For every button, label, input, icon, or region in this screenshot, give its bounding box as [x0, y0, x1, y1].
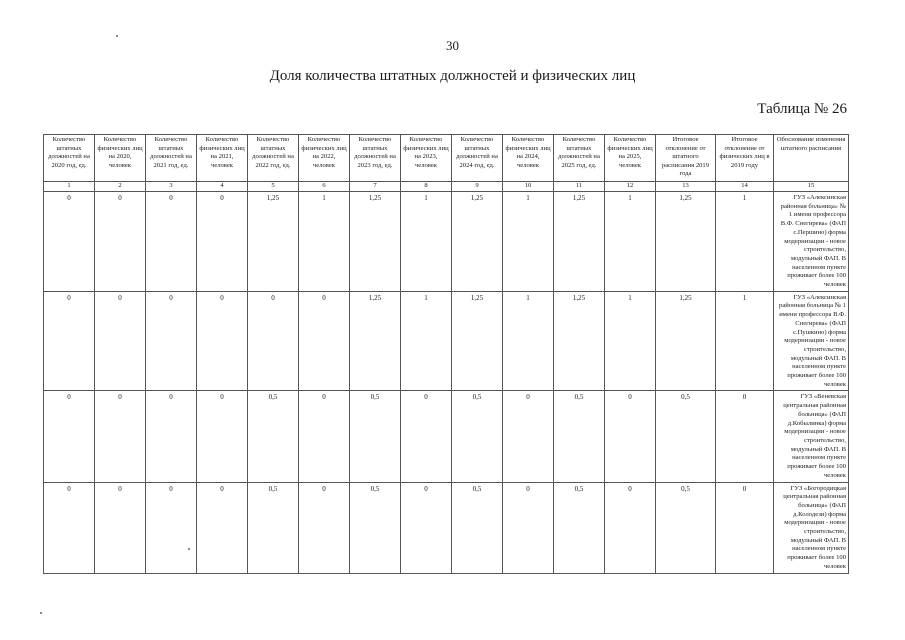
table-cell: 0	[146, 192, 197, 292]
table-cell: 0	[44, 391, 95, 482]
column-header: Количество физических лиц на 2022, человек	[299, 135, 350, 182]
table-cell: 0	[401, 391, 452, 482]
table-cell: 0	[299, 291, 350, 391]
table-cell: 0,5	[248, 391, 299, 482]
column-header: Количество штатных должностей на 2020 год, ед.	[44, 135, 95, 182]
table-cell: 1,25	[656, 192, 716, 292]
column-number: 14	[716, 182, 774, 192]
table-cell: 1,25	[452, 192, 503, 292]
table-cell: 1	[605, 291, 656, 391]
scan-speck	[188, 548, 190, 550]
column-header: Количество физических лиц на 2021, человек	[197, 135, 248, 182]
basis-cell: ГУЗ «Веневская центральная районная больница» (ФАП д.Кобылинка) форма модернизации - новое строительство, модульный ФАП. В населенном пункте проживает более 100 человек	[774, 391, 849, 482]
table-cell: 0	[716, 482, 774, 573]
table-cell: 1,25	[452, 291, 503, 391]
page-number: 30	[446, 38, 459, 53]
table-cell: 0	[299, 391, 350, 482]
column-number: 13	[656, 182, 716, 192]
column-number: 2	[95, 182, 146, 192]
table-cell: 1,25	[248, 192, 299, 292]
table-cell: 0	[197, 391, 248, 482]
table-cell: 1	[401, 192, 452, 292]
column-header: Количество физических лиц на 2024, человек	[503, 135, 554, 182]
table-cell: 0	[146, 291, 197, 391]
basis-cell: ГУЗ «Алексинская районная больница» № 1 имени профессора В.Ф. Снегирева» (ФАП с.Першино) форма модернизации - новое строительство, модульный ФАП. В населенном пункте проживает более 100 человек	[774, 192, 849, 292]
table-cell: 1,25	[350, 192, 401, 292]
table-cell: 1	[503, 192, 554, 292]
table-row	[44, 482, 849, 573]
basis-cell: ГУЗ «Алексинская районная больница № 1 имени профессора В.Ф. Снегирева» (ФАП с.Пушкино) форма модернизации - новое строительство, модульный ФАП. В населенном пункте проживает более 100 человек	[774, 291, 849, 391]
column-header: Итоговое отклонение от штатного расписания 2019 года	[656, 135, 716, 182]
table-cell: 0	[248, 291, 299, 391]
table-cell: 0,5	[656, 482, 716, 573]
table-cell: 1	[716, 192, 774, 292]
document-title: Доля количества штатных должностей и физических лиц	[269, 68, 636, 84]
table-cell: 1	[299, 192, 350, 292]
table-cell: 1,25	[554, 291, 605, 391]
table-cell: 0	[95, 192, 146, 292]
table-cell: 0,5	[248, 482, 299, 573]
table-cell: 0,5	[350, 482, 401, 573]
table-cell: 0	[197, 482, 248, 573]
scan-speck	[40, 612, 42, 614]
table-cell: 0	[44, 291, 95, 391]
table-cell: 1	[401, 291, 452, 391]
table-cell: 0	[197, 192, 248, 292]
column-number: 4	[197, 182, 248, 192]
table-cell: 0	[503, 482, 554, 573]
table-cell: 1,25	[554, 192, 605, 292]
column-number: 8	[401, 182, 452, 192]
basis-cell: ГУЗ «Богородицкая центральная районная больница» (ФАП д.Колодези) форма модернизации - новое строительство, модульный ФАП. В населенном пункте проживает более 100 человек	[774, 482, 849, 573]
table-cell: 0	[716, 391, 774, 482]
column-number-row	[44, 182, 849, 192]
table-cell: 0	[44, 482, 95, 573]
column-header: Количество физических лиц на 2025, человек	[605, 135, 656, 182]
column-number: 15	[774, 182, 849, 192]
table-row	[44, 291, 849, 391]
column-header: Количество физических лиц на 2020, человек	[95, 135, 146, 182]
table-row	[44, 391, 849, 482]
staffing-table	[43, 134, 849, 574]
column-number: 7	[350, 182, 401, 192]
table-cell: 0	[299, 482, 350, 573]
table-cell: 0,5	[350, 391, 401, 482]
table-cell: 0	[503, 391, 554, 482]
table-cell: 0,5	[554, 482, 605, 573]
column-header: Обоснование изменения штатного расписания	[774, 135, 849, 182]
column-number: 10	[503, 182, 554, 192]
table-cell: 0	[146, 391, 197, 482]
scan-speck	[116, 35, 118, 37]
table-cell: 0,5	[452, 391, 503, 482]
column-number: 12	[605, 182, 656, 192]
column-header: Итоговое отклонение от физических лиц в 2019 году	[716, 135, 774, 182]
column-number: 9	[452, 182, 503, 192]
table-cell: 0	[95, 482, 146, 573]
table-cell: 0	[605, 482, 656, 573]
table-cell: 0	[95, 291, 146, 391]
table-cell: 1	[503, 291, 554, 391]
table-cell: 1	[605, 192, 656, 292]
table-cell: 1	[716, 291, 774, 391]
column-number: 6	[299, 182, 350, 192]
table-cell: 1,25	[656, 291, 716, 391]
table-cell: 0	[95, 391, 146, 482]
table-cell: 0	[146, 482, 197, 573]
table-label: Таблица № 26	[757, 101, 847, 117]
column-number: 11	[554, 182, 605, 192]
column-number: 1	[44, 182, 95, 192]
table-cell: 0,5	[554, 391, 605, 482]
column-number: 5	[248, 182, 299, 192]
table-cell: 0	[605, 391, 656, 482]
column-header: Количество штатных должностей на 2022 год, ед.	[248, 135, 299, 182]
table-cell: 0	[401, 482, 452, 573]
column-header: Количество штатных должностей на 2024 год, ед.	[452, 135, 503, 182]
table-row	[44, 192, 849, 292]
column-header: Количество физических лиц на 2023, человек	[401, 135, 452, 182]
table-cell: 0	[44, 192, 95, 292]
column-header: Количество штатных должностей на 2025 год, ед.	[554, 135, 605, 182]
table-cell: 0,5	[452, 482, 503, 573]
column-header: Количество штатных должностей на 2021 год, ед.	[146, 135, 197, 182]
table-cell: 0,5	[656, 391, 716, 482]
table-cell: 1,25	[350, 291, 401, 391]
header-row	[44, 135, 849, 182]
table-cell: 0	[197, 291, 248, 391]
column-number: 3	[146, 182, 197, 192]
column-header: Количество штатных должностей на 2023 год, ед.	[350, 135, 401, 182]
